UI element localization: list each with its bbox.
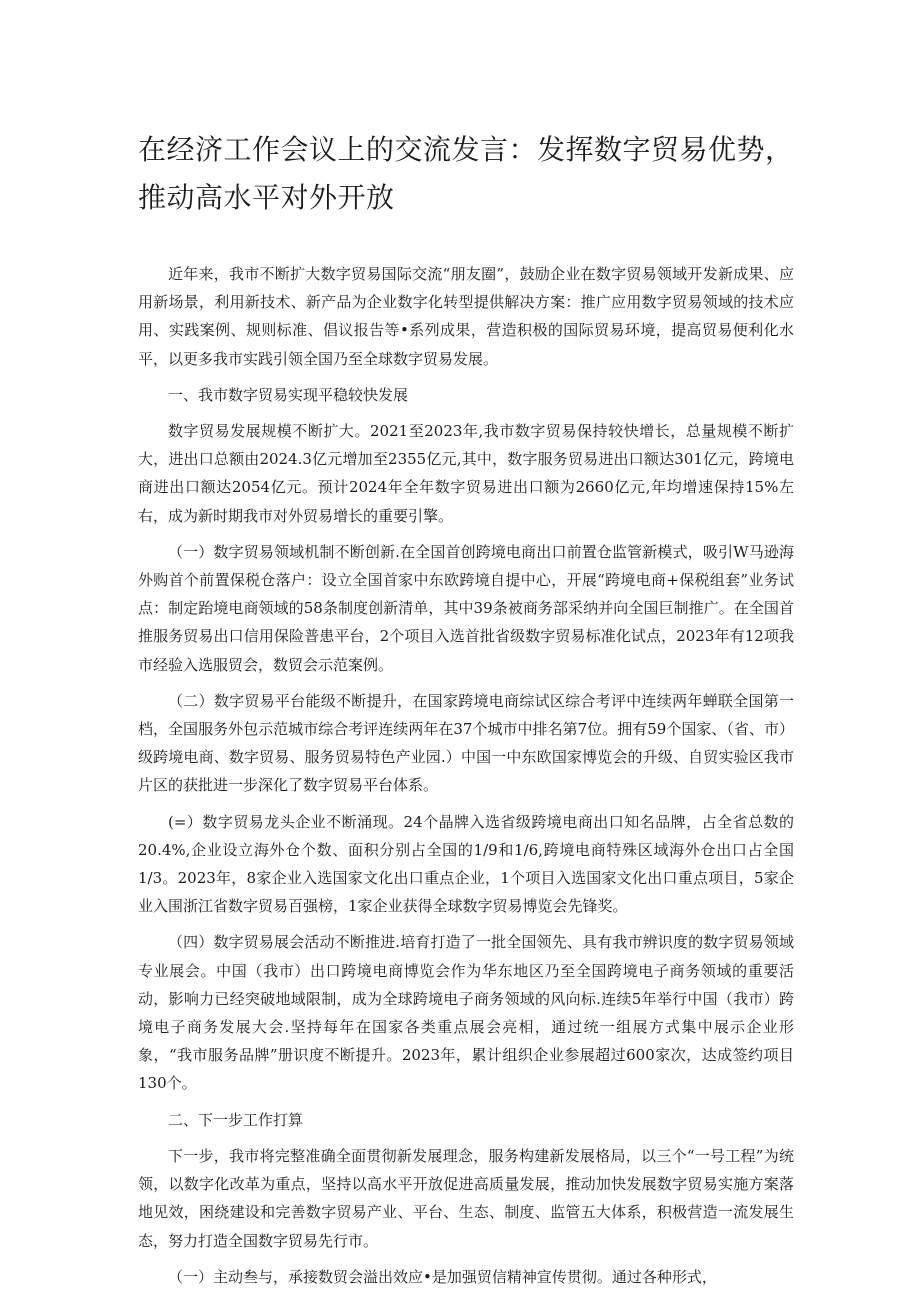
section-heading-1: 一、我市数字贸易实现平稳较快发展 xyxy=(168,385,409,404)
body-paragraph: (=）数字贸易龙头企业不断涌现。24个晶牌入选省级跨境电商出口知名品牌，占全省总数的20.4%,企业设立海外仓个数、面积分别占全国的1/9和1/6,跨境电商特殊区域海外仓出口占全国1/3。2023年，8家企业入选国家文化出口重点企业，1个项目入选国家文化出口重点项目，5家企业入围浙江省数字贸易百强榜，1家企业获得全球数字贸易博览会先锋奖。 xyxy=(138,812,794,916)
document-title xyxy=(138,126,798,222)
intro-paragraph: 近年来，我市不断扩大数字贸易国际交流“朋友圈”，鼓励企业在数字贸易领域开发新成果、应用新场景，利用新技术、新产品为企业数字化转型提供解决方案：推广应用数字贸易领域的技术应用、实践案例、规则标准、倡议报告等•系列成果，营造积极的国际贸易环境，提高贸易便利化水平，以更多我市实践引领全国乃至全球数字贸易发展。 xyxy=(138,265,794,368)
body-paragraph: （一）主动叁与，承接数贸会溢出效应•是加强贸信精神宣传贯彻。通过各种形式， xyxy=(168,1267,717,1286)
body-paragraph: （一）数字贸易领域机制不断创新.在全国首创跨境电商出口前置仓监管新模式，吸引W马逊海外购首个前置保税仓落户：设立全国首家中东欧跨境自提中心，开展“跨境电商+保税组套”业务试点：制定跆境电商领域的58条制度创新清单，其中39条被商务部采纳并向全国巨制推广。在全国首推服务贸易出口信用保险普患平台，2个项目入选首批省级数字贸易标准化试点，2023年有12项我市经验入选服贸会，数贸会示范案例。 xyxy=(138,542,794,674)
document-body xyxy=(138,260,794,1299)
body-paragraph: （四）数字贸易展会活动不断推进.培育打造了一批全国领先、具有我市辨识度的数字贸易领域专业展会。中国（我市）出口跨境电商博览会作为华东地区乃至全国跨境电子商务领域的重要活动，影响力已经突破地域限制，成为全球跨境电子商务领域的风向标.连续5年举行中国（我市）跨境电子商务发展大会.坚持每年在国家各类重点展会亮相，通过统一组展方式集中展示企业形象，“我市服务品牌”册识度不断提升。2023年，累计组织企业参展超过600家次，达成签约项目130个。 xyxy=(138,933,794,1093)
body-paragraph: 数字贸易发展规模不断扩大。2021至2023年,我市数字贸易保持较快增长，总量规模不断扩大，进出口总额由2024.3亿元增加至2355亿元,其中，数字服务贸易进出口额达301亿元，跨境电商进出口额达2054亿元。预计2024年全年数字贸易进出口额为2660亿元,年均增速保持15%左右，成为新时期我市对外贸易增长的重要引擎。 xyxy=(138,422,794,525)
title-line-1: 在经济工作会议上的交流发言：发挥数字贸易优势， xyxy=(138,133,794,166)
title-line-2: 推动高水平对外开放 xyxy=(138,181,395,214)
section-heading-2: 二、下一步工作打算 xyxy=(168,1110,304,1129)
body-paragraph: （二）数字贸易平台能级不断提升，在国家跨境电商综试区综合考评中连续两年蝉联全国第一档，全国服务外包示范城市综合考评连续两年在37个城市中排名第7位。拥有59个国家、（省、市）级跨境电商、数字贸易、服务贸易特色产业园.）中国一中东欧国家博览会的升级、自贸实验区我市片区的获批进一步深化了数字贸易平台体系。 xyxy=(138,691,794,795)
body-paragraph: 下一步，我市将完整准确全面贯彻新发展理念，服务构建新发展格局，以三个“一号工程”为统领，以数字化改革为重点，坚持以高水平开放促进高质量发展，推动加快发展数字贸易实施方案落地见效，困绕建设和完善数字贸易产业、平台、生态、制度、监管五大体系，积极营造一流发展生态，努力打造全国数字贸易先行市。 xyxy=(138,1146,794,1250)
